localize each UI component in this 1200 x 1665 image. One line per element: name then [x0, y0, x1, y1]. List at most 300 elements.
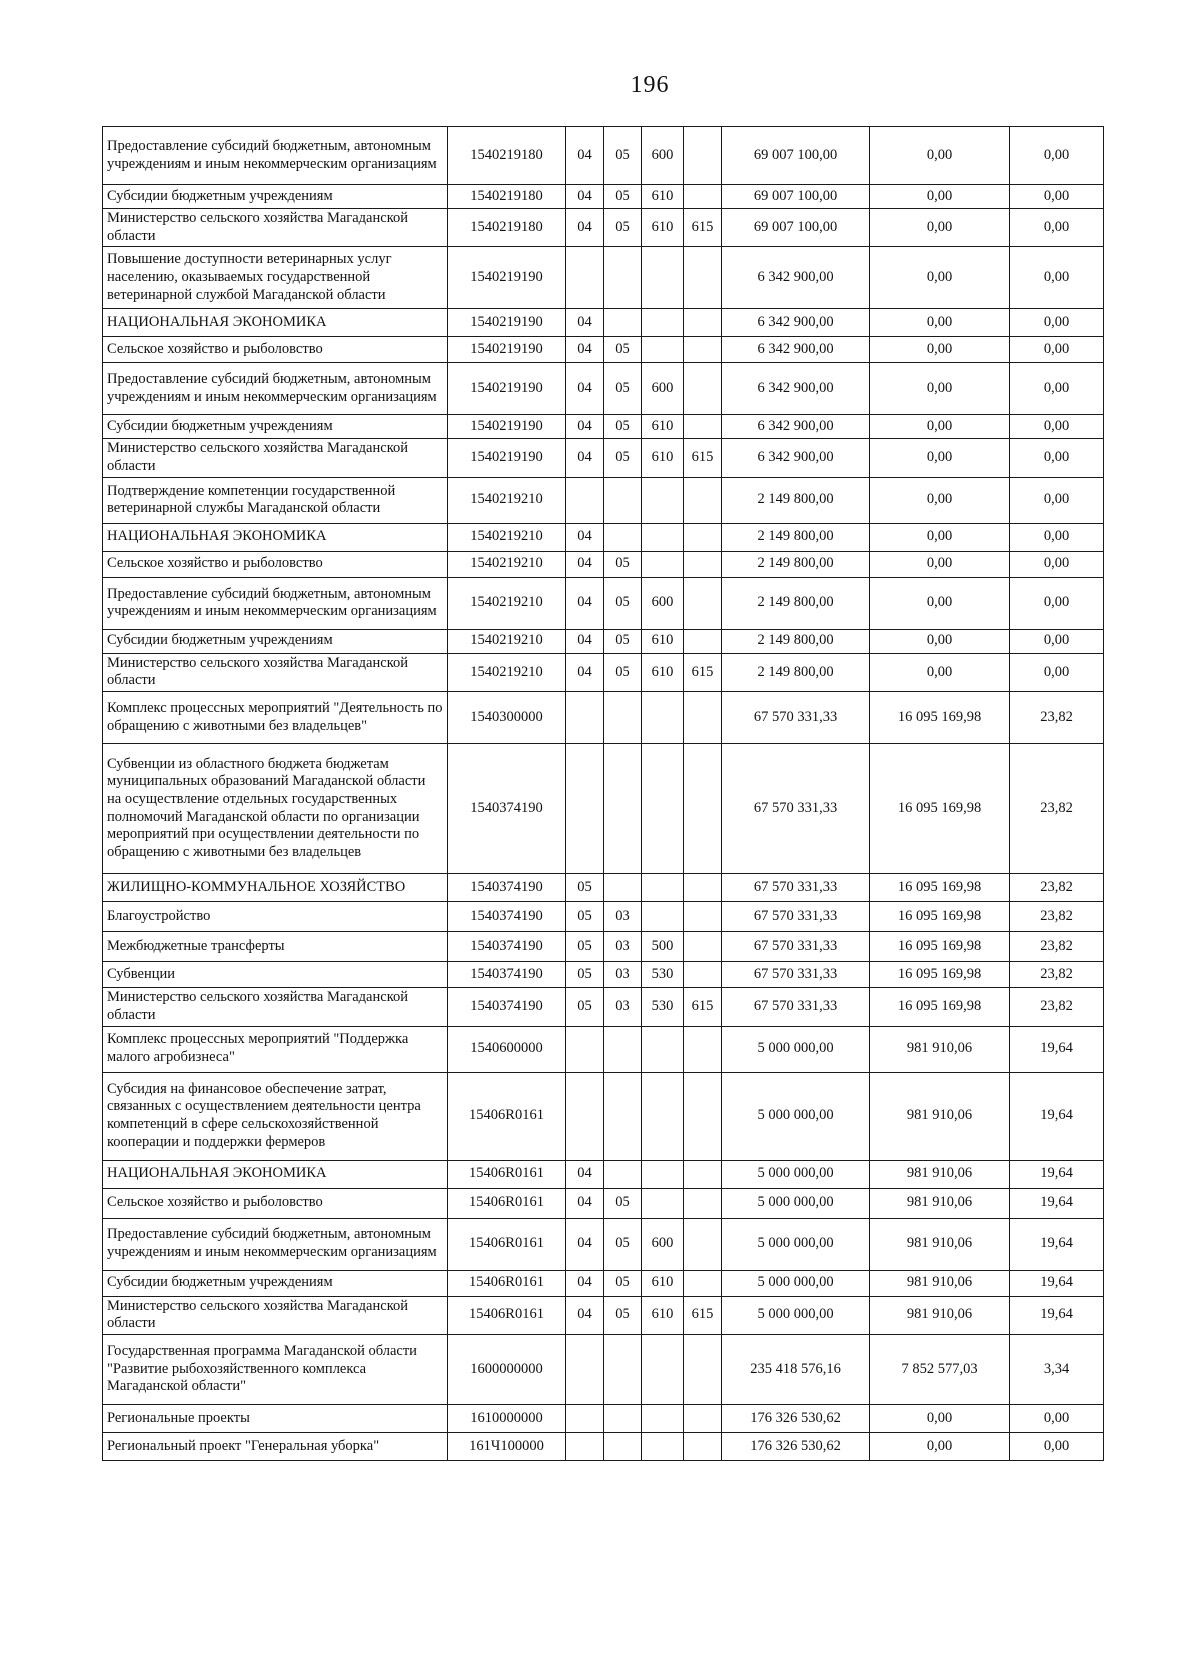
cell-actual-amount: 0,00: [870, 653, 1010, 691]
cell-section: 04: [566, 415, 604, 439]
table-row: [103, 962, 1104, 988]
cell-actual-amount: 16 095 169,98: [870, 932, 1010, 962]
cell-expense-type: [642, 1334, 684, 1404]
cell-plan-amount: 69 007 100,00: [722, 185, 870, 209]
cell-section: 04: [566, 653, 604, 691]
cell-percent: 0,00: [1010, 363, 1104, 415]
cell-ministry-code: [684, 551, 722, 577]
cell-ministry-code: [684, 1188, 722, 1218]
cell-section: [566, 744, 604, 874]
cell-plan-amount: 5 000 000,00: [722, 1296, 870, 1334]
cell-subsection: 05: [604, 127, 642, 185]
cell-target-code: 1540374190: [448, 744, 566, 874]
cell-target-code: 1540219190: [448, 337, 566, 363]
cell-expense-type: 610: [642, 185, 684, 209]
table-row: [103, 1296, 1104, 1334]
cell-expense-type: [642, 1432, 684, 1460]
cell-ministry-code: [684, 1432, 722, 1460]
table-row: [103, 629, 1104, 653]
cell-ministry-code: 615: [684, 1296, 722, 1334]
cell-section: 04: [566, 209, 604, 247]
cell-subsection: [604, 247, 642, 309]
cell-section: 04: [566, 1218, 604, 1270]
cell-name: Государственная программа Магаданской области "Развитие рыбохозяйственного комплекса Магаданской области": [103, 1334, 448, 1404]
cell-ministry-code: 615: [684, 439, 722, 477]
cell-plan-amount: 5 000 000,00: [722, 1218, 870, 1270]
cell-plan-amount: 5 000 000,00: [722, 1072, 870, 1160]
cell-expense-type: 610: [642, 439, 684, 477]
cell-name: Сельское хозяйство и рыболовство: [103, 551, 448, 577]
table-row: [103, 1334, 1104, 1404]
cell-section: [566, 247, 604, 309]
cell-expense-type: [642, 1404, 684, 1432]
cell-plan-amount: 6 342 900,00: [722, 363, 870, 415]
cell-section: 04: [566, 1270, 604, 1296]
cell-percent: 0,00: [1010, 653, 1104, 691]
cell-section: 05: [566, 932, 604, 962]
cell-percent: 23,82: [1010, 874, 1104, 902]
cell-percent: 0,00: [1010, 127, 1104, 185]
cell-plan-amount: 69 007 100,00: [722, 127, 870, 185]
cell-name: Благоустройство: [103, 902, 448, 932]
cell-target-code: 15406R0161: [448, 1160, 566, 1188]
cell-target-code: 1540219210: [448, 523, 566, 551]
table-row: [103, 1160, 1104, 1188]
cell-subsection: 05: [604, 629, 642, 653]
cell-target-code: 1610000000: [448, 1404, 566, 1432]
cell-plan-amount: 176 326 530,62: [722, 1404, 870, 1432]
cell-actual-amount: 16 095 169,98: [870, 874, 1010, 902]
cell-actual-amount: 981 910,06: [870, 1218, 1010, 1270]
table-row: [103, 309, 1104, 337]
cell-name: Предоставление субсидий бюджетным, автономным учреждениям и иным некоммерческим организациям: [103, 127, 448, 185]
cell-plan-amount: 6 342 900,00: [722, 439, 870, 477]
cell-percent: 0,00: [1010, 577, 1104, 629]
cell-percent: 23,82: [1010, 744, 1104, 874]
cell-target-code: 1540219190: [448, 309, 566, 337]
table-row: [103, 1218, 1104, 1270]
cell-ministry-code: [684, 692, 722, 744]
cell-name: НАЦИОНАЛЬНАЯ ЭКОНОМИКА: [103, 523, 448, 551]
table-row: [103, 185, 1104, 209]
cell-percent: 0,00: [1010, 185, 1104, 209]
table-row: [103, 577, 1104, 629]
cell-subsection: 05: [604, 363, 642, 415]
cell-ministry-code: [684, 874, 722, 902]
cell-plan-amount: 2 149 800,00: [722, 629, 870, 653]
cell-section: 04: [566, 523, 604, 551]
cell-ministry-code: [684, 185, 722, 209]
cell-section: 05: [566, 962, 604, 988]
cell-ministry-code: [684, 1334, 722, 1404]
cell-ministry-code: 615: [684, 209, 722, 247]
cell-percent: 3,34: [1010, 1334, 1104, 1404]
cell-percent: 19,64: [1010, 1270, 1104, 1296]
cell-plan-amount: 6 342 900,00: [722, 415, 870, 439]
cell-name: Комплекс процессных мероприятий "Деятельность по обращению с животными без владельцев": [103, 692, 448, 744]
cell-section: [566, 477, 604, 523]
cell-section: [566, 1432, 604, 1460]
cell-expense-type: 530: [642, 988, 684, 1026]
cell-subsection: 05: [604, 653, 642, 691]
cell-percent: 23,82: [1010, 692, 1104, 744]
cell-plan-amount: 2 149 800,00: [722, 477, 870, 523]
cell-subsection: [604, 309, 642, 337]
cell-plan-amount: 69 007 100,00: [722, 209, 870, 247]
cell-expense-type: 600: [642, 1218, 684, 1270]
cell-name: Субсидии бюджетным учреждениям: [103, 185, 448, 209]
cell-ministry-code: [684, 1026, 722, 1072]
cell-section: 05: [566, 874, 604, 902]
cell-name: Региональный проект "Генеральная уборка": [103, 1432, 448, 1460]
cell-actual-amount: 0,00: [870, 127, 1010, 185]
cell-name: Субсидия на финансовое обеспечение затрат, связанных с осуществлением деятельности центра компетенций в сфере сельскохозяйственной кооперации и поддержки фермеров: [103, 1072, 448, 1160]
cell-subsection: 05: [604, 1218, 642, 1270]
cell-actual-amount: 16 095 169,98: [870, 692, 1010, 744]
cell-target-code: 15406R0161: [448, 1270, 566, 1296]
cell-actual-amount: 0,00: [870, 551, 1010, 577]
cell-actual-amount: 0,00: [870, 415, 1010, 439]
cell-expense-type: 600: [642, 127, 684, 185]
cell-plan-amount: 6 342 900,00: [722, 309, 870, 337]
cell-actual-amount: 0,00: [870, 363, 1010, 415]
cell-subsection: [604, 1432, 642, 1460]
cell-percent: 0,00: [1010, 477, 1104, 523]
cell-section: [566, 1026, 604, 1072]
cell-ministry-code: [684, 1270, 722, 1296]
cell-actual-amount: 0,00: [870, 337, 1010, 363]
cell-percent: 19,64: [1010, 1218, 1104, 1270]
cell-name: Межбюджетные трансферты: [103, 932, 448, 962]
cell-section: 04: [566, 1296, 604, 1334]
cell-name: Предоставление субсидий бюджетным, автономным учреждениям и иным некоммерческим организациям: [103, 1218, 448, 1270]
cell-name: Министерство сельского хозяйства Магаданской области: [103, 439, 448, 477]
cell-target-code: 1540374190: [448, 962, 566, 988]
cell-plan-amount: 67 570 331,33: [722, 744, 870, 874]
cell-subsection: 05: [604, 1296, 642, 1334]
cell-expense-type: [642, 477, 684, 523]
cell-percent: 19,64: [1010, 1188, 1104, 1218]
cell-target-code: 1540374190: [448, 932, 566, 962]
cell-actual-amount: 981 910,06: [870, 1026, 1010, 1072]
cell-name: Министерство сельского хозяйства Магаданской области: [103, 209, 448, 247]
cell-actual-amount: 0,00: [870, 185, 1010, 209]
cell-subsection: [604, 523, 642, 551]
cell-plan-amount: 2 149 800,00: [722, 523, 870, 551]
cell-percent: 0,00: [1010, 247, 1104, 309]
cell-subsection: [604, 1072, 642, 1160]
cell-expense-type: [642, 309, 684, 337]
table-row: [103, 363, 1104, 415]
cell-section: 04: [566, 127, 604, 185]
cell-ministry-code: [684, 1160, 722, 1188]
cell-ministry-code: [684, 577, 722, 629]
cell-target-code: 1540374190: [448, 874, 566, 902]
cell-ministry-code: [684, 932, 722, 962]
cell-target-code: 1540219210: [448, 551, 566, 577]
cell-actual-amount: 981 910,06: [870, 1188, 1010, 1218]
cell-subsection: [604, 1404, 642, 1432]
cell-section: 04: [566, 551, 604, 577]
cell-subsection: 03: [604, 902, 642, 932]
cell-plan-amount: 235 418 576,16: [722, 1334, 870, 1404]
cell-subsection: 05: [604, 439, 642, 477]
cell-subsection: 05: [604, 415, 642, 439]
cell-actual-amount: 16 095 169,98: [870, 962, 1010, 988]
cell-actual-amount: 16 095 169,98: [870, 744, 1010, 874]
table-row: [103, 551, 1104, 577]
cell-actual-amount: 7 852 577,03: [870, 1334, 1010, 1404]
cell-expense-type: 610: [642, 1296, 684, 1334]
cell-name: Субсидии бюджетным учреждениям: [103, 629, 448, 653]
cell-target-code: 1540219210: [448, 629, 566, 653]
cell-name: НАЦИОНАЛЬНАЯ ЭКОНОМИКА: [103, 309, 448, 337]
cell-actual-amount: 981 910,06: [870, 1270, 1010, 1296]
cell-target-code: 1540219180: [448, 185, 566, 209]
cell-percent: 23,82: [1010, 932, 1104, 962]
cell-section: 04: [566, 337, 604, 363]
cell-plan-amount: 67 570 331,33: [722, 874, 870, 902]
cell-section: 05: [566, 988, 604, 1026]
cell-target-code: 1540300000: [448, 692, 566, 744]
cell-expense-type: [642, 523, 684, 551]
table-row: [103, 653, 1104, 691]
cell-subsection: 05: [604, 1270, 642, 1296]
table-row: [103, 337, 1104, 363]
table-row: [103, 209, 1104, 247]
cell-section: 05: [566, 902, 604, 932]
cell-ministry-code: [684, 309, 722, 337]
cell-section: 04: [566, 1188, 604, 1218]
cell-target-code: 1540219190: [448, 415, 566, 439]
table-row: [103, 1188, 1104, 1218]
cell-percent: 0,00: [1010, 309, 1104, 337]
cell-name: Подтверждение компетенции государственной ветеринарной службы Магаданской области: [103, 477, 448, 523]
table-row: [103, 1270, 1104, 1296]
table-row: [103, 1072, 1104, 1160]
cell-section: 04: [566, 1160, 604, 1188]
cell-expense-type: [642, 1072, 684, 1160]
cell-target-code: 1600000000: [448, 1334, 566, 1404]
cell-section: 04: [566, 629, 604, 653]
cell-plan-amount: 67 570 331,33: [722, 902, 870, 932]
cell-target-code: 15406R0161: [448, 1296, 566, 1334]
cell-expense-type: 500: [642, 932, 684, 962]
cell-actual-amount: 0,00: [870, 209, 1010, 247]
cell-ministry-code: [684, 902, 722, 932]
cell-section: 04: [566, 577, 604, 629]
cell-percent: 0,00: [1010, 415, 1104, 439]
cell-percent: 0,00: [1010, 439, 1104, 477]
cell-subsection: 03: [604, 988, 642, 1026]
cell-ministry-code: [684, 415, 722, 439]
cell-ministry-code: 615: [684, 988, 722, 1026]
cell-percent: 0,00: [1010, 209, 1104, 247]
cell-plan-amount: 5 000 000,00: [722, 1188, 870, 1218]
cell-name: Субсидии бюджетным учреждениям: [103, 415, 448, 439]
cell-percent: 19,64: [1010, 1160, 1104, 1188]
cell-actual-amount: 981 910,06: [870, 1072, 1010, 1160]
cell-name: НАЦИОНАЛЬНАЯ ЭКОНОМИКА: [103, 1160, 448, 1188]
cell-ministry-code: [684, 629, 722, 653]
cell-section: 04: [566, 439, 604, 477]
cell-expense-type: [642, 551, 684, 577]
table-row: [103, 988, 1104, 1026]
cell-actual-amount: 0,00: [870, 629, 1010, 653]
cell-expense-type: [642, 902, 684, 932]
cell-subsection: 05: [604, 337, 642, 363]
cell-subsection: 03: [604, 962, 642, 988]
table-row: [103, 127, 1104, 185]
cell-subsection: 05: [604, 1188, 642, 1218]
cell-actual-amount: 16 095 169,98: [870, 902, 1010, 932]
cell-plan-amount: 2 149 800,00: [722, 551, 870, 577]
cell-plan-amount: 5 000 000,00: [722, 1026, 870, 1072]
cell-percent: 0,00: [1010, 1404, 1104, 1432]
cell-name: Субвенции из областного бюджета бюджетам муниципальных образований Магаданской области на осуществление отдельных государственных полномочий Магаданской области по организации мероприятий при осуществлении деятельности по обращению с животными без владельцев: [103, 744, 448, 874]
table-row: [103, 902, 1104, 932]
cell-ministry-code: [684, 247, 722, 309]
table-body: [103, 127, 1104, 1461]
table-row: [103, 932, 1104, 962]
cell-plan-amount: 67 570 331,33: [722, 962, 870, 988]
cell-subsection: [604, 874, 642, 902]
cell-target-code: 1540219210: [448, 477, 566, 523]
cell-expense-type: [642, 692, 684, 744]
cell-percent: 19,64: [1010, 1296, 1104, 1334]
cell-actual-amount: 0,00: [870, 1432, 1010, 1460]
cell-percent: 23,82: [1010, 988, 1104, 1026]
cell-name: Предоставление субсидий бюджетным, автономным учреждениям и иным некоммерческим организациям: [103, 363, 448, 415]
cell-ministry-code: [684, 1404, 722, 1432]
table-row: [103, 1026, 1104, 1072]
table-row: [103, 477, 1104, 523]
cell-plan-amount: 2 149 800,00: [722, 653, 870, 691]
cell-subsection: 05: [604, 185, 642, 209]
cell-target-code: 1540219190: [448, 363, 566, 415]
cell-section: [566, 1334, 604, 1404]
cell-expense-type: 600: [642, 363, 684, 415]
cell-subsection: [604, 692, 642, 744]
cell-actual-amount: 0,00: [870, 1404, 1010, 1432]
cell-plan-amount: 67 570 331,33: [722, 692, 870, 744]
cell-target-code: 15406R0161: [448, 1218, 566, 1270]
cell-actual-amount: 981 910,06: [870, 1296, 1010, 1334]
cell-plan-amount: 5 000 000,00: [722, 1160, 870, 1188]
cell-expense-type: [642, 247, 684, 309]
cell-ministry-code: 615: [684, 653, 722, 691]
cell-section: 04: [566, 309, 604, 337]
cell-name: Сельское хозяйство и рыболовство: [103, 337, 448, 363]
table-row: [103, 247, 1104, 309]
cell-section: 04: [566, 185, 604, 209]
cell-subsection: [604, 744, 642, 874]
cell-subsection: 03: [604, 932, 642, 962]
cell-target-code: 15406R0161: [448, 1072, 566, 1160]
cell-target-code: 1540219190: [448, 439, 566, 477]
cell-ministry-code: [684, 1218, 722, 1270]
cell-expense-type: 610: [642, 415, 684, 439]
cell-percent: 23,82: [1010, 902, 1104, 932]
cell-name: Повышение доступности ветеринарных услуг населению, оказываемых государственной ветеринарной службой Магаданской области: [103, 247, 448, 309]
cell-percent: 0,00: [1010, 629, 1104, 653]
cell-ministry-code: [684, 523, 722, 551]
cell-expense-type: [642, 744, 684, 874]
cell-plan-amount: 176 326 530,62: [722, 1432, 870, 1460]
cell-section: 04: [566, 363, 604, 415]
table-row: [103, 1432, 1104, 1460]
cell-plan-amount: 5 000 000,00: [722, 1270, 870, 1296]
cell-target-code: 1540600000: [448, 1026, 566, 1072]
cell-section: [566, 692, 604, 744]
cell-plan-amount: 67 570 331,33: [722, 932, 870, 962]
cell-subsection: 05: [604, 209, 642, 247]
cell-section: [566, 1404, 604, 1432]
cell-target-code: 161Ч100000: [448, 1432, 566, 1460]
cell-actual-amount: 0,00: [870, 309, 1010, 337]
cell-subsection: [604, 1160, 642, 1188]
cell-target-code: 1540219210: [448, 653, 566, 691]
cell-plan-amount: 2 149 800,00: [722, 577, 870, 629]
cell-expense-type: [642, 874, 684, 902]
cell-target-code: 1540374190: [448, 988, 566, 1026]
cell-subsection: [604, 477, 642, 523]
table-row: [103, 874, 1104, 902]
cell-target-code: 1540219210: [448, 577, 566, 629]
cell-subsection: 05: [604, 577, 642, 629]
cell-subsection: 05: [604, 551, 642, 577]
cell-name: Сельское хозяйство и рыболовство: [103, 1188, 448, 1218]
cell-subsection: [604, 1026, 642, 1072]
cell-percent: 0,00: [1010, 1432, 1104, 1460]
cell-name: Субвенции: [103, 962, 448, 988]
cell-percent: 19,64: [1010, 1072, 1104, 1160]
cell-expense-type: 610: [642, 653, 684, 691]
cell-actual-amount: 0,00: [870, 439, 1010, 477]
cell-ministry-code: [684, 127, 722, 185]
cell-ministry-code: [684, 744, 722, 874]
cell-name: Субсидии бюджетным учреждениям: [103, 1270, 448, 1296]
cell-actual-amount: 16 095 169,98: [870, 988, 1010, 1026]
cell-percent: 23,82: [1010, 962, 1104, 988]
cell-target-code: 1540219190: [448, 247, 566, 309]
cell-expense-type: 610: [642, 1270, 684, 1296]
cell-name: Министерство сельского хозяйства Магаданской области: [103, 1296, 448, 1334]
cell-expense-type: [642, 1188, 684, 1218]
cell-target-code: 15406R0161: [448, 1188, 566, 1218]
cell-percent: 0,00: [1010, 523, 1104, 551]
table-row: [103, 1404, 1104, 1432]
cell-section: [566, 1072, 604, 1160]
cell-expense-type: [642, 1160, 684, 1188]
cell-expense-type: 610: [642, 209, 684, 247]
cell-target-code: 1540219180: [448, 209, 566, 247]
cell-ministry-code: [684, 363, 722, 415]
cell-name: Комплекс процессных мероприятий "Поддержка малого агробизнеса": [103, 1026, 448, 1072]
cell-expense-type: 530: [642, 962, 684, 988]
cell-name: ЖИЛИЩНО-КОММУНАЛЬНОЕ ХОЗЯЙСТВО: [103, 874, 448, 902]
cell-actual-amount: 0,00: [870, 577, 1010, 629]
cell-percent: 19,64: [1010, 1026, 1104, 1072]
cell-actual-amount: 0,00: [870, 247, 1010, 309]
cell-actual-amount: 0,00: [870, 477, 1010, 523]
cell-name: Предоставление субсидий бюджетным, автономным учреждениям и иным некоммерческим организациям: [103, 577, 448, 629]
cell-expense-type: 600: [642, 577, 684, 629]
table-row: [103, 692, 1104, 744]
cell-expense-type: [642, 1026, 684, 1072]
cell-expense-type: [642, 337, 684, 363]
cell-plan-amount: 6 342 900,00: [722, 337, 870, 363]
